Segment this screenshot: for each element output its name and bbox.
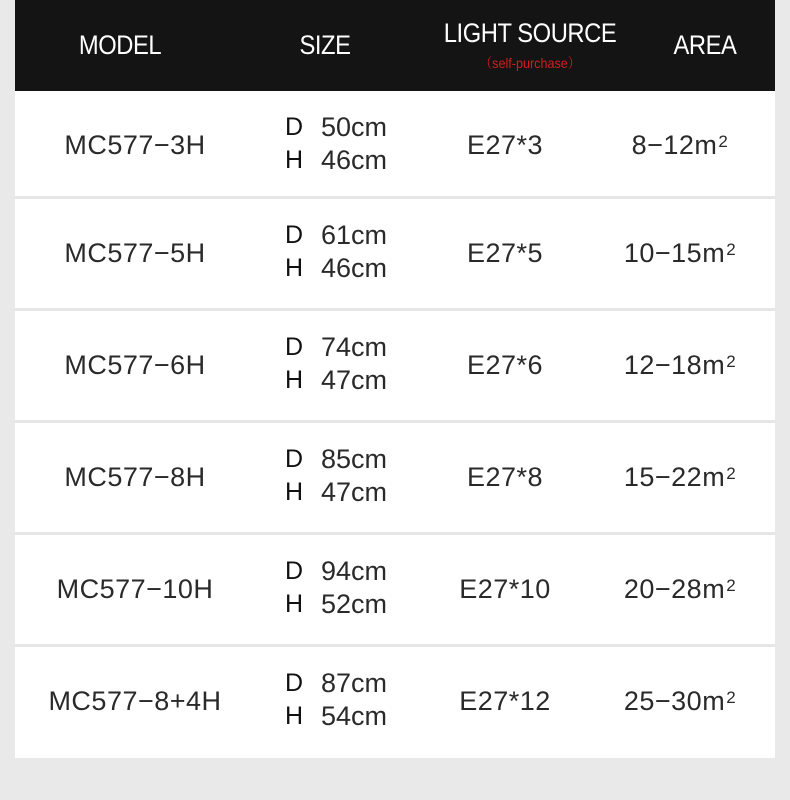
size-cell [277, 423, 417, 531]
diameter-key: D [285, 112, 304, 141]
area-unit: m [702, 349, 726, 380]
table-header [15, 0, 775, 91]
area-unit: m [694, 129, 718, 160]
header-area: AREA [673, 30, 737, 60]
area-cell [605, 647, 755, 755]
spec-table [15, 0, 775, 758]
area-cell [605, 91, 755, 199]
height-line [277, 701, 387, 731]
height-key: H [285, 145, 304, 174]
area-value: 10−15 [623, 237, 703, 268]
area-exponent: 2 [718, 132, 729, 151]
diameter-key: D [285, 220, 304, 249]
area-exponent: 2 [726, 688, 737, 707]
height-key: H [285, 253, 304, 282]
model-cell: MC577−10H [56, 573, 214, 604]
model-cell: MC577−5H [64, 237, 206, 268]
light-source-cell: E27*5 [466, 237, 544, 268]
diameter-value: 85cm [321, 443, 388, 474]
area-cell [605, 311, 755, 419]
area-value: 20−28 [623, 573, 703, 604]
area-unit: m [702, 461, 726, 492]
header-size: SIZE [299, 30, 351, 60]
area-cell [605, 199, 755, 307]
diameter-value: 87cm [321, 667, 388, 698]
size-cell [277, 535, 417, 643]
table-row [15, 423, 775, 535]
area-value: 25−30 [623, 685, 703, 716]
diameter-key: D [285, 332, 304, 361]
area-cell [605, 535, 755, 643]
height-value: 47cm [321, 364, 388, 395]
table-row [15, 311, 775, 423]
header-model: MODEL [78, 30, 162, 60]
light-source-cell: E27*8 [466, 461, 544, 492]
diameter-line [277, 220, 387, 250]
diameter-value: 94cm [321, 555, 388, 586]
area-value: 12−18 [623, 349, 703, 380]
height-key: H [285, 701, 304, 730]
model-cell: MC577−8+4H [48, 685, 222, 716]
height-line [277, 253, 387, 283]
area-exponent: 2 [726, 576, 737, 595]
diameter-line [277, 332, 387, 362]
area-exponent: 2 [726, 352, 737, 371]
header-light-source-note: （self-purchase） [479, 55, 581, 71]
height-value: 54cm [321, 700, 388, 731]
diameter-value: 50cm [321, 111, 388, 142]
size-cell [277, 199, 417, 307]
height-line [277, 145, 387, 175]
model-cell: MC577−3H [64, 129, 206, 160]
size-cell [277, 647, 417, 755]
height-line [277, 589, 387, 619]
header-light-source-label: LIGHT SOURCE [443, 18, 617, 48]
diameter-key: D [285, 444, 304, 473]
height-value: 46cm [321, 252, 388, 283]
height-key: H [285, 477, 304, 506]
light-source-cell: E27*12 [459, 685, 551, 716]
diameter-value: 61cm [321, 219, 388, 250]
area-unit: m [702, 237, 726, 268]
area-value: 8−12 [631, 129, 695, 160]
area-exponent: 2 [726, 464, 737, 483]
size-cell [277, 91, 417, 199]
height-line [277, 477, 387, 507]
height-value: 47cm [321, 476, 388, 507]
diameter-line [277, 556, 387, 586]
model-cell: MC577−8H [64, 461, 206, 492]
diameter-key: D [285, 668, 304, 697]
table-row [15, 647, 775, 758]
area-value: 15−22 [623, 461, 703, 492]
height-key: H [285, 589, 304, 618]
height-value: 46cm [321, 144, 388, 175]
area-cell [605, 423, 755, 531]
height-line [277, 365, 387, 395]
diameter-key: D [285, 556, 304, 585]
light-source-cell: E27*3 [466, 129, 544, 160]
area-unit: m [702, 573, 726, 604]
diameter-line [277, 112, 387, 142]
header-light-source [430, 18, 630, 78]
height-value: 52cm [321, 588, 388, 619]
light-source-cell: E27*10 [459, 573, 551, 604]
table-row [15, 535, 775, 647]
area-exponent: 2 [726, 240, 737, 259]
size-cell [277, 311, 417, 419]
area-unit: m [702, 685, 726, 716]
light-source-cell: E27*6 [466, 349, 544, 380]
model-cell: MC577−6H [64, 349, 206, 380]
diameter-line [277, 444, 387, 474]
table-row [15, 199, 775, 311]
diameter-line [277, 668, 387, 698]
diameter-value: 74cm [321, 331, 388, 362]
table-row [15, 91, 775, 199]
height-key: H [285, 365, 304, 394]
